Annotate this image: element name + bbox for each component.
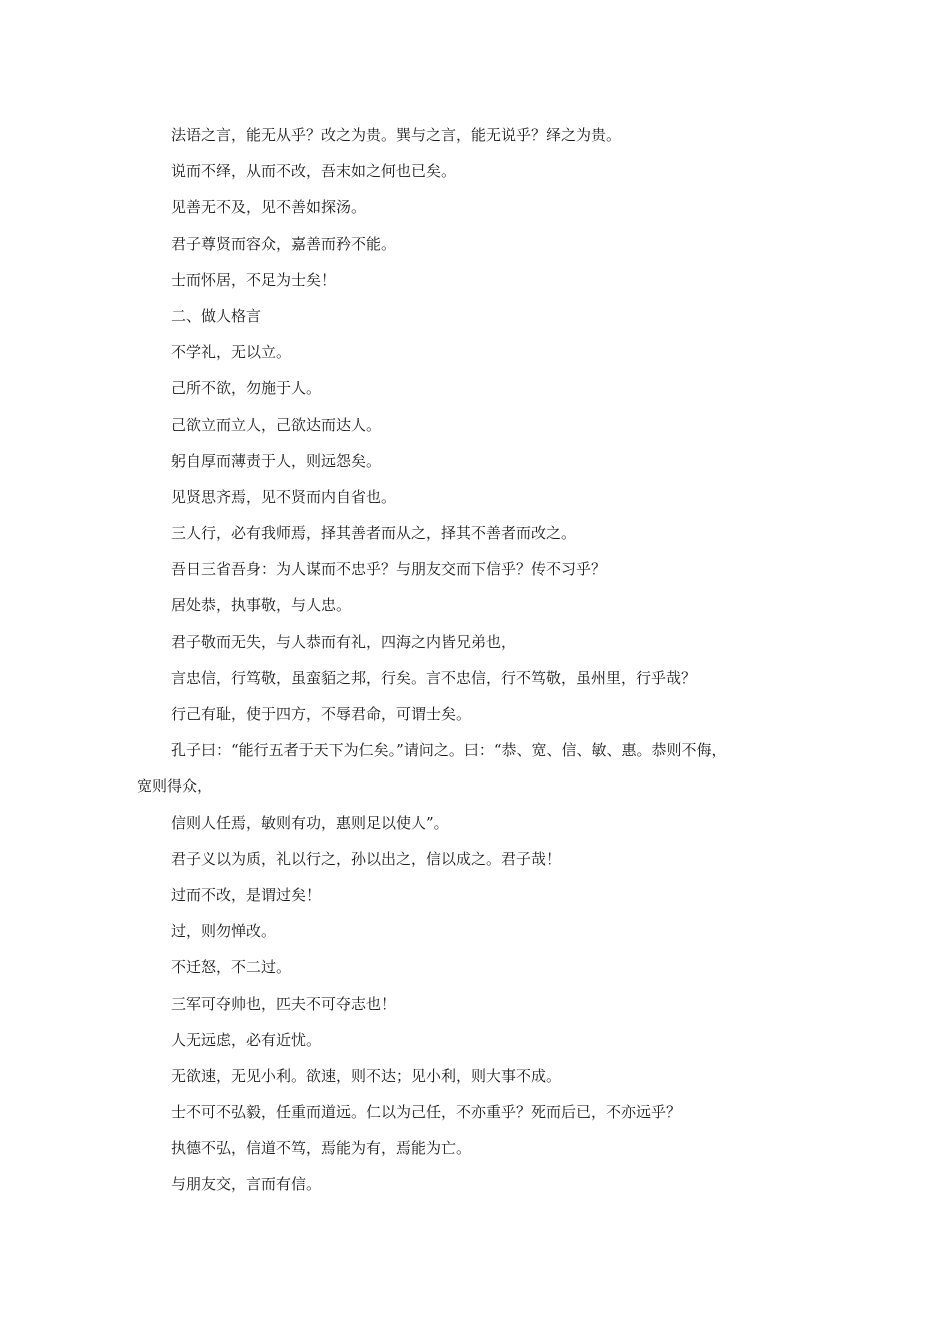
text-line: 信则人任焉，敏则有功，惠则足以使人”。 (171, 813, 449, 832)
text-line: 士而怀居，不足为士矣！ (171, 270, 337, 289)
text-line: 己所不欲，勿施于人。 (171, 379, 322, 398)
text-line: 过，则勿惮改。 (171, 922, 277, 941)
text-line: 法语之言，能无从乎？改之为贵。巽与之言，能无说乎？绎之为贵。 (171, 126, 622, 144)
text-line: 孔子曰：“能行五者于天下为仁矣。”请问之。曰：“恭、宽、信、敏、惠。恭则不侮， (171, 741, 727, 760)
text-line: 君子尊贤而容众，嘉善而矜不能。 (171, 234, 397, 253)
text-line: 言忠信，行笃敬，虽蛮貊之邦，行矣。言不忠信，行不笃敬，虽州里，行乎哉？ (171, 668, 697, 687)
text-line: 见贤思齐焉，见不贤而内自省也。 (171, 487, 397, 506)
text-line: 三军可夺帅也，匹夫不可夺志也！ (171, 994, 397, 1013)
text-line: 君子义以为质，礼以行之，孙以出之，信以成之。君子哉！ (171, 849, 562, 868)
text-line: 吾日三省吾身：为人谋而不忠乎？与朋友交而下信乎？传不习乎？ (171, 560, 607, 579)
text-line: 不迁怒，不二过。 (171, 958, 292, 977)
text-line: 与朋友交，言而有信。 (171, 1175, 322, 1194)
text-line-continuation: 宽则得众， (137, 777, 213, 796)
text-line: 行己有耻，使于四方，不辱君命，可谓士矣。 (171, 705, 472, 723)
text-line: 执德不弘，信道不笃，焉能为有，焉能为亡。 (171, 1139, 472, 1158)
text-line: 君子敬而无失，与人恭而有礼，四海之内皆兄弟也， (171, 632, 517, 651)
text-line: 三人行，必有我师焉，择其善者而从之，择其不善者而改之。 (171, 524, 577, 543)
text-line: 见善无不及，见不善如探汤。 (171, 198, 367, 217)
text-body (137, 124, 837, 1210)
text-line: 过而不改，是谓过矣！ (171, 885, 322, 904)
text-line: 躬自厚而薄责于人，则远怨矣。 (171, 451, 382, 470)
text-line: 无欲速，无见小利。欲速，则不达；见小利，则大事不成。 (171, 1066, 562, 1085)
text-line: 说而不绎，从而不改，吾末如之何也已矣。 (171, 162, 457, 181)
text-line: 士不可不弘毅，任重而道远。仁以为己任，不亦重乎？死而后已，不亦远乎？ (171, 1103, 682, 1122)
text-line: 己欲立而立人，己欲达而达人。 (171, 415, 382, 434)
text-line: 人无远虑，必有近忧。 (171, 1030, 322, 1049)
text-line: 二、做人格言 (171, 306, 262, 325)
text-line: 居处恭，执事敬，与人忠。 (171, 596, 352, 615)
text-line: 不学礼，无以立。 (171, 343, 292, 362)
